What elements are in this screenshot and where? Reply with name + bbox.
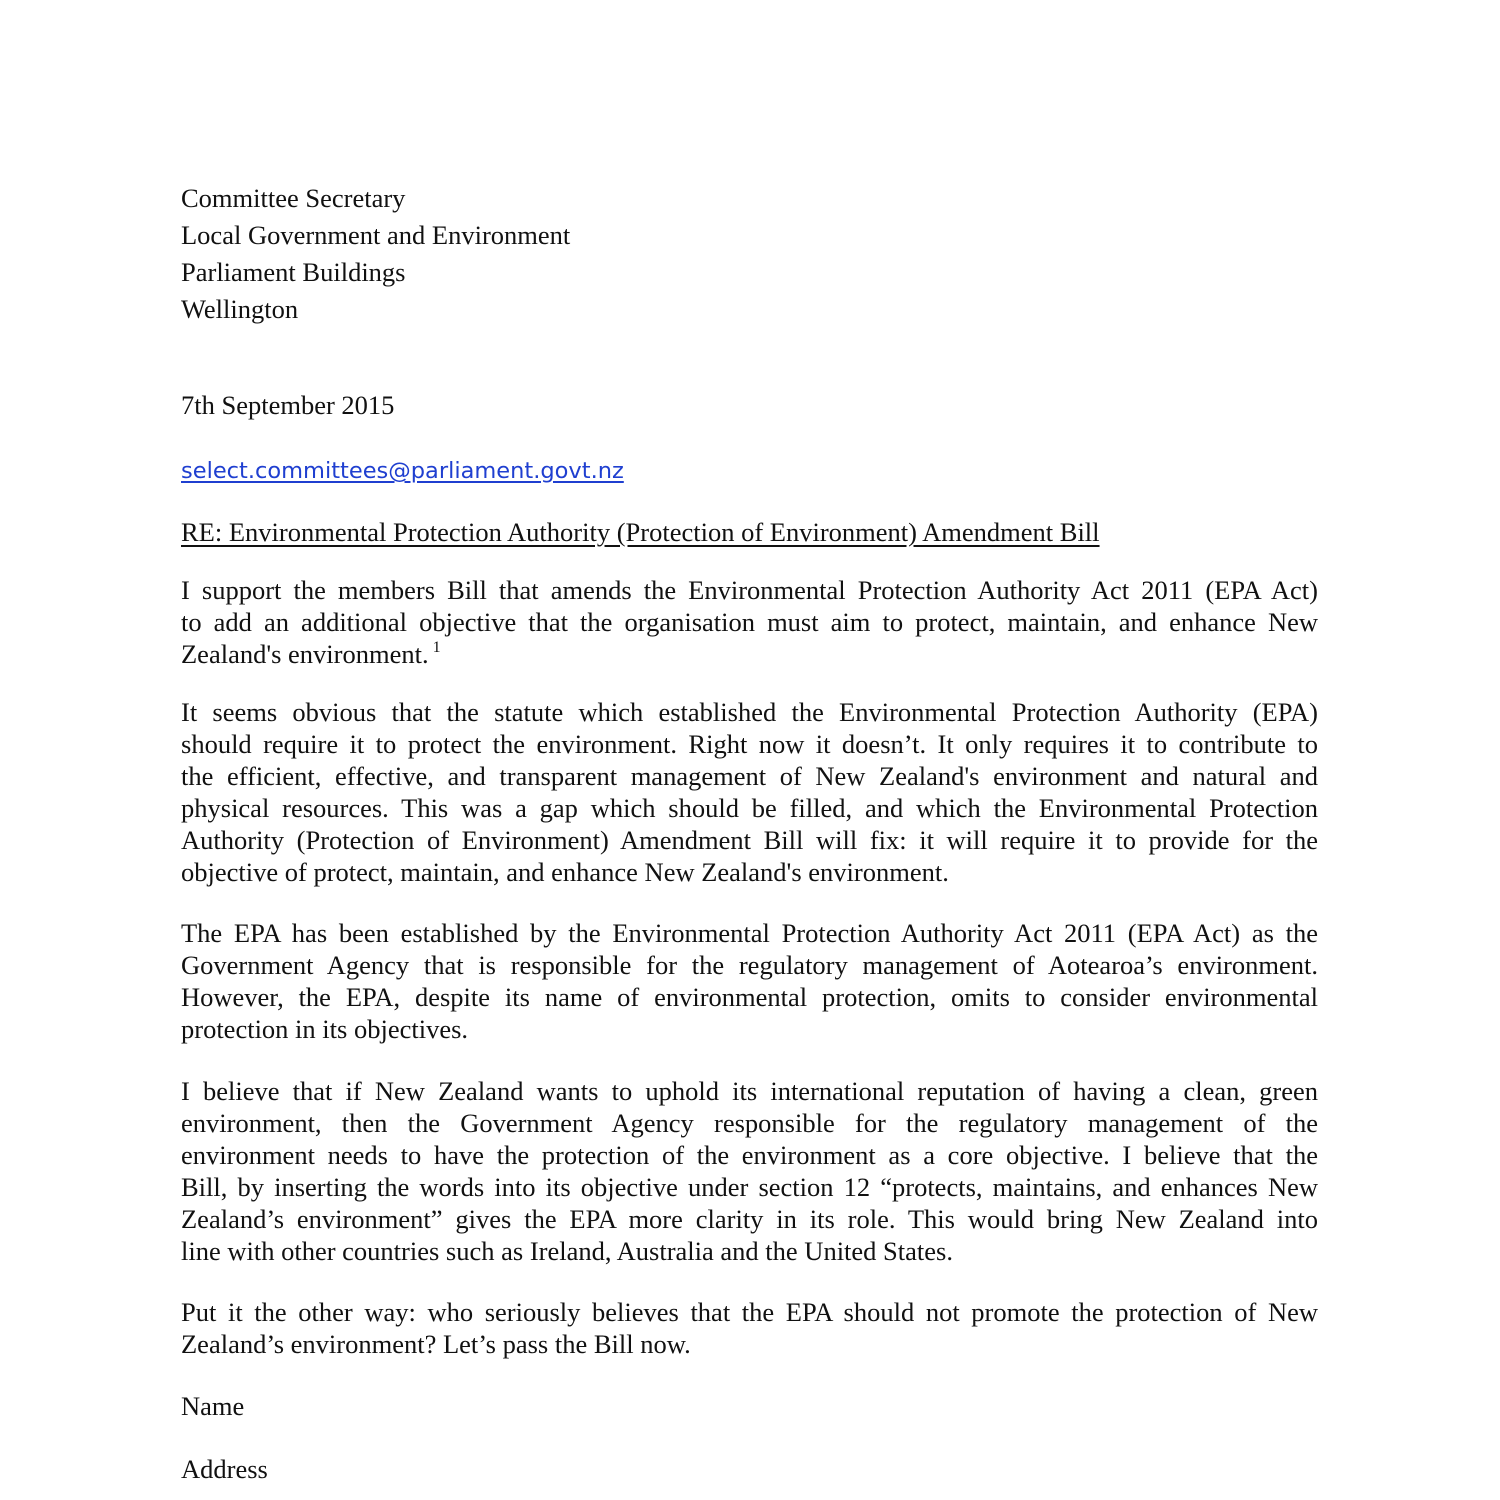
- paragraph-reputation: [181, 1075, 1318, 1267]
- paragraph-line: I believe that if New Zealand wants to uphold its international reputation of having a clean, green: [181, 1076, 1318, 1106]
- paragraph-line: Bill, by inserting the words into its objective under section 12 “protects, maintains, and enhances New: [181, 1172, 1318, 1202]
- email-link[interactable]: select.committees@parliament.govt.nz: [181, 458, 624, 484]
- footnote-marker[interactable]: 1: [432, 639, 441, 656]
- paragraph-line: Government Agency that is responsible for the regulatory management of Aotearoa’s environment.: [181, 950, 1318, 980]
- letter-date: 7th September 2015: [181, 390, 395, 420]
- subject-text: RE: Environmental Protection Authority (Protection of Environment) Amendment Bill: [181, 517, 1100, 547]
- paragraph-line: the efficient, effective, and transparent management of New Zealand's environment and natural and: [181, 761, 1318, 791]
- paragraph-line: line with other countries such as Ireland, Australia and the United States.: [181, 1236, 953, 1266]
- paragraph-line: Authority (Protection of Environment) Amendment Bill will fix: it will require it to provide for the: [181, 825, 1318, 855]
- paragraph-closing: [181, 1296, 1318, 1360]
- email-container: [181, 453, 1318, 487]
- paragraph-epa-established: [181, 917, 1318, 1045]
- subject-line: [181, 516, 1318, 548]
- paragraph-line: to add an additional objective that the organisation must aim to protect, maintain, and enhance New: [181, 607, 1318, 637]
- paragraph-line: It seems obvious that the statute which established the Environmental Protection Authority (EPA): [181, 697, 1318, 727]
- paragraph-line: I support the members Bill that amends the Environmental Protection Authority Act 2011 (EPA Act): [181, 575, 1318, 605]
- paragraph-line: protection in its objectives.: [181, 1014, 469, 1044]
- paragraph-line: Zealand’s environment” gives the EPA more clarity in its role. This would bring New Zealand into: [181, 1204, 1318, 1234]
- paragraph-statute: [181, 696, 1318, 888]
- paragraph-line: environment needs to have the protection of the environment as a core objective. I believe that the: [181, 1140, 1318, 1170]
- paragraph-line: physical resources. This was a gap which should be filled, and which the Environmental Protection: [181, 793, 1318, 823]
- paragraph-line: However, the EPA, despite its name of environmental protection, omits to consider environmental: [181, 982, 1318, 1012]
- signature-name-label: Name: [181, 1391, 245, 1421]
- paragraph-line: The EPA has been established by the Environmental Protection Authority Act 2011 (EPA Act) as the: [181, 918, 1318, 948]
- recipient-line: Parliament Buildings: [181, 257, 406, 287]
- paragraph-line: environment, then the Government Agency responsible for the regulatory management of the: [181, 1108, 1318, 1138]
- recipient-line: Local Government and Environment: [181, 220, 571, 250]
- paragraph-line: Zealand’s environment? Let’s pass the Bill now.: [181, 1329, 691, 1359]
- paragraph-line: Zealand's environment.: [181, 639, 429, 669]
- recipient-line: Committee Secretary: [181, 183, 406, 213]
- paragraph-support: [181, 574, 1318, 670]
- recipient-line: Wellington: [181, 294, 299, 324]
- signature-address-label: Address: [181, 1454, 268, 1484]
- paragraph-line: Put it the other way: who seriously believes that the EPA should not promote the protection of New: [181, 1297, 1318, 1327]
- paragraph-line-with-footnote: [181, 638, 1318, 670]
- recipient-address: [181, 180, 1318, 328]
- paragraph-line: objective of protect, maintain, and enhance New Zealand's environment.: [181, 857, 949, 887]
- paragraph-line: should require it to protect the environment. Right now it doesn’t. It only requires it to contribute to: [181, 729, 1318, 759]
